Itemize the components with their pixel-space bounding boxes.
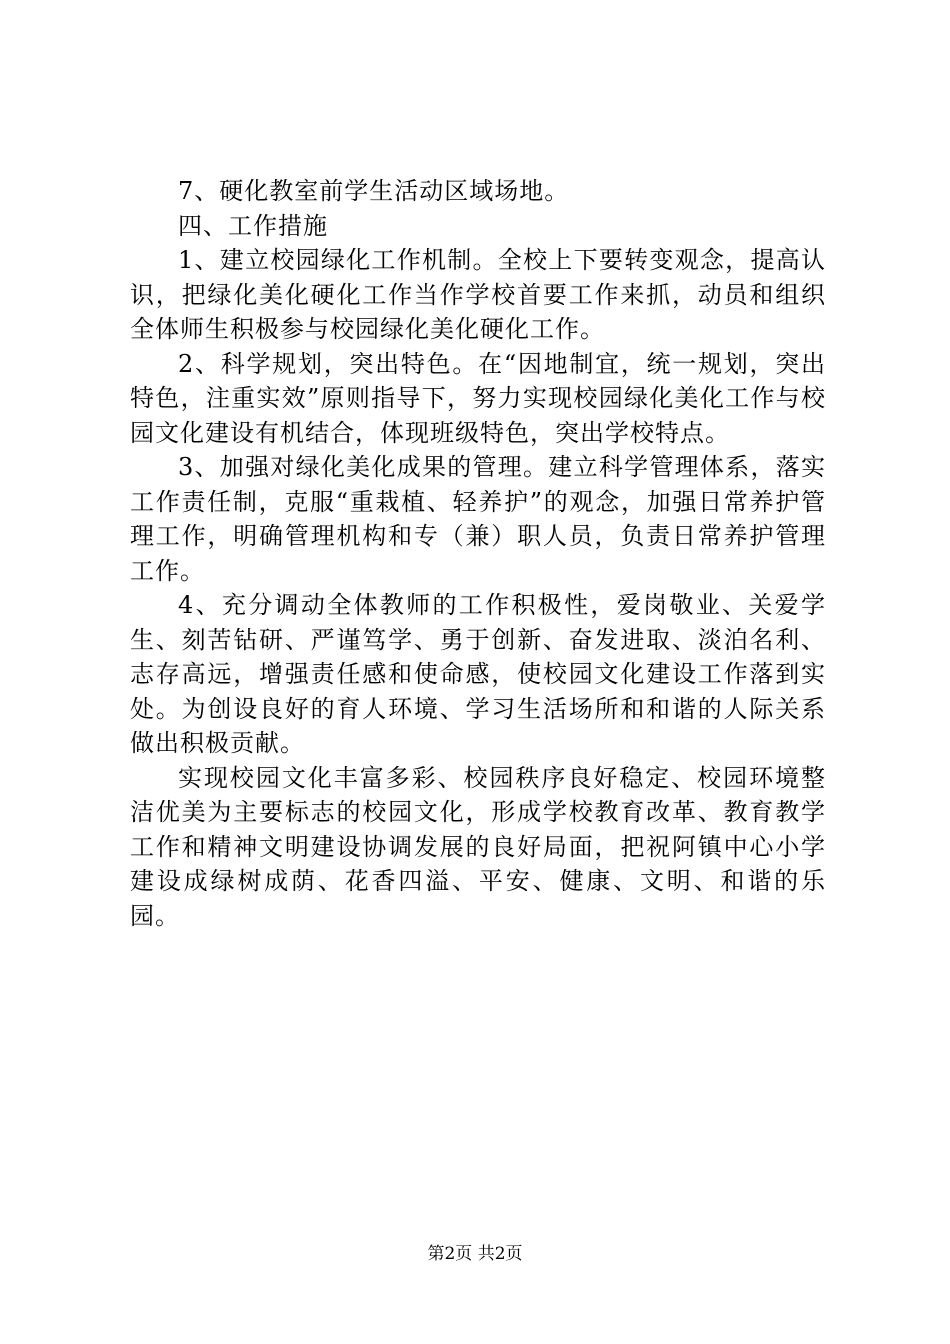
section-heading-measures: 四、工作措施 [178,211,328,240]
page-number-footer: 第2页 共2页 [427,1244,523,1264]
paragraph-conclusion: 实现校园文化丰富多彩、校园秩序良好稳定、校园环境整洁优美为主要标志的校园文化，形成学校教育改革、教育教学工作和精神文明建设协调发展的良好局面，把祝阿镇中心小学建设成绿树成荫、花香四溢、平安、健康、文明、和谐的乐园。 [130,763,826,930]
paragraph-measure-3: 3、加强对绿化美化成果的管理。建立科学管理体系，落实工作责任制，克服“重栽植、轻养护”的观念，加强日常养护管理工作，明确管理机构和专（兼）职人员，负责日常养护管理工作。 [130,453,826,585]
document-body [130,174,826,933]
paragraph-measure-2: 2、科学规划，突出特色。在“因地制宜，统一规划，突出特色，注重实效”原则指导下，努力实现校园绿化美化工作与校园文化建设有机结合，体现班级特色，突出学校特点。 [130,349,826,447]
paragraph-item-7: 7、硬化教室前学生活动区域场地。 [178,177,570,205]
paragraph-measure-4: 4、充分调动全体教师的工作积极性，爱岗敬业、关爱学生、刻苦钻研、严谨笃学、勇于创新、奋发进取、淡泊名利、志存高远，增强责任感和使命感，使校园文化建设工作落到实处。为创设良好的育人环境、学习生活场所和和谐的人际关系做出积极贡献。 [130,591,826,757]
paragraph-measure-1: 1、建立校园绿化工作机制。全校上下要转变观念，提高认识，把绿化美化硬化工作当作学校首要工作来抓，动员和组织全体师生积极参与校园绿化美化硬化工作。 [130,246,826,343]
